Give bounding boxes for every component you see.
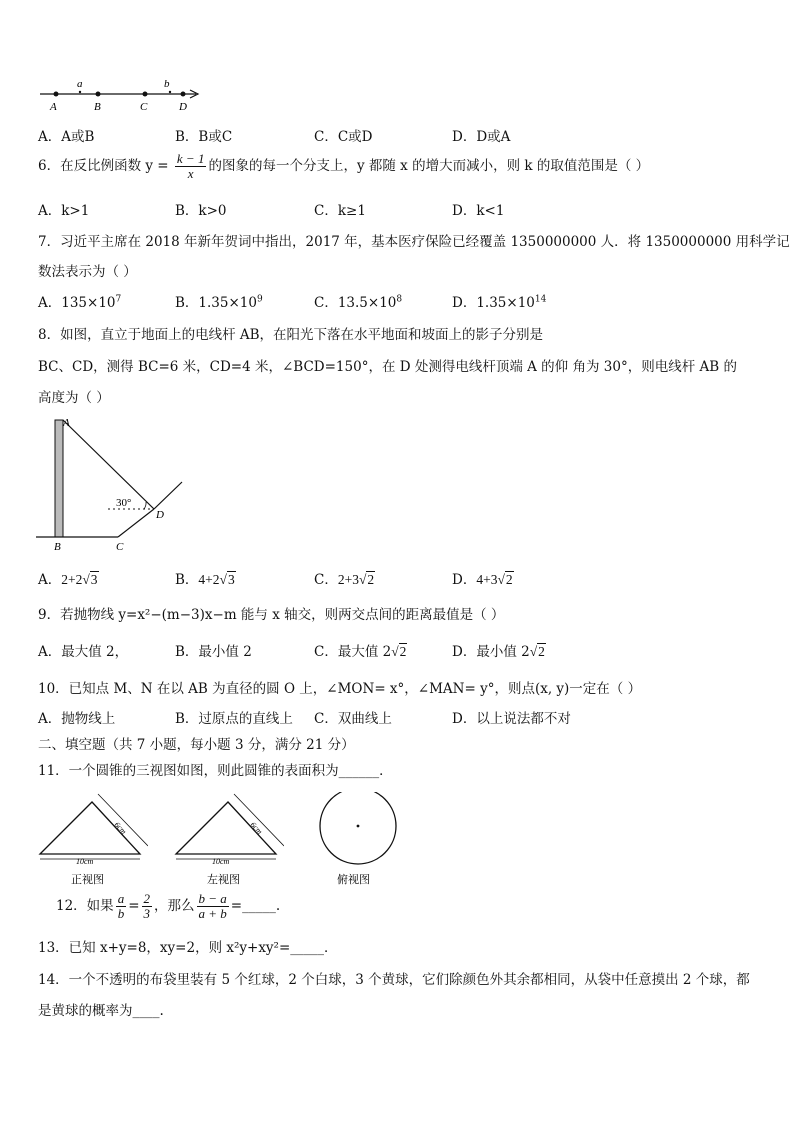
q8-option-d[interactable]: D．4+3√2	[452, 572, 513, 588]
front-view-figure	[36, 790, 148, 890]
point-d	[181, 92, 186, 97]
number-line-figure	[36, 78, 206, 114]
q7-option-a[interactable]: A．$135\times 10^7$	[38, 294, 122, 311]
q11-question: 11．一个圆锥的三视图如图，则此圆锥的表面积为______．	[38, 763, 393, 779]
q8-line1: 8．如图，直立于地面上的电线杆 AB，在阳光下落在水平地面和坡面上的影子分别是	[38, 327, 544, 343]
q9-option-a[interactable]: A．最大值 2，	[38, 644, 129, 660]
q10-option-d[interactable]: D．以上说法都不对	[452, 711, 571, 727]
q10-option-a[interactable]: A．抛物线上	[38, 711, 116, 727]
q8-option-a[interactable]: A．2+2√3	[38, 572, 98, 588]
top-view-figure	[315, 792, 405, 890]
side-view-base-label: 10cm	[212, 857, 230, 866]
q8-option-b[interactable]: B．4+2√3	[175, 572, 235, 588]
q14-line1: 14．一个不透明的布袋里装有 5 个红球，2 个白球，3 个黄球，它们除颜色外其余都相同，从袋中任意摸出 2 个球，都	[38, 972, 750, 988]
label-D: D	[156, 509, 164, 521]
label-A: A	[63, 417, 70, 429]
q8-line2: BC、CD，测得 BC=6 米，CD=4 米，∠BCD=150°，在 D 处测得电线杆顶端 A 的仰 角为 30°，则电线杆 AB 的	[38, 359, 737, 375]
q6-fraction: $\frac{k - 1}{x}$	[176, 151, 205, 181]
angle-label: 30°	[116, 497, 132, 509]
q6-question: 6．在反比例函数 y = $\frac{k - 1}{x}$ 的图象的每一个分支上，y 都随 x 的增大而减小，则 k 的取值范围是（ ）	[38, 151, 650, 181]
label-D: D	[179, 101, 187, 113]
q10-question: 10．已知点 M、N 在以 AB 为直径的圆 O 上，∠MON= x°，∠MAN= y°，则点(x, y)一定在（ ）	[38, 681, 642, 697]
side-view-figure	[172, 790, 284, 890]
q6-option-d[interactable]: D．k<1	[452, 203, 505, 219]
q14-line2: 是黄球的概率为____.	[38, 1003, 164, 1019]
label-B: B	[94, 101, 101, 113]
label-a-lower: a	[77, 78, 83, 90]
q13-question: 13．已知 x+y=8，xy=2，则 x²y+xy²=_____．	[38, 940, 338, 956]
q7-option-b[interactable]: B．$1.35\times 10^9$	[175, 294, 263, 311]
q8-option-c[interactable]: C．2+3√2	[314, 572, 375, 588]
q7-line2: 数法表示为（ ）	[38, 264, 137, 280]
q5-option-c[interactable]: C．C或D	[314, 129, 373, 145]
q6-option-b[interactable]: B．k>0	[175, 203, 227, 219]
point-b	[96, 92, 101, 97]
q6-option-a[interactable]: A．k>1	[38, 203, 90, 219]
q9-option-b[interactable]: B．最小值 2	[175, 644, 252, 660]
point-a	[54, 92, 59, 97]
side-view-side-label: 6cm	[248, 820, 265, 837]
label-b-lower: b	[164, 78, 170, 90]
q9-option-c[interactable]: C．最大值 2√2	[314, 644, 407, 660]
front-view-base-label: 10cm	[76, 857, 94, 866]
q10-option-b[interactable]: B．过原点的直线上	[175, 711, 293, 727]
label-B: B	[54, 541, 61, 553]
q9-option-d[interactable]: D．最小值 2√2	[452, 644, 545, 660]
top-view-caption: 俯视图	[337, 874, 370, 886]
front-view-side-label: 6cm	[112, 820, 129, 837]
q10-option-c[interactable]: C．双曲线上	[314, 711, 392, 727]
q12-question: 12．如果 $\frac{a}{b}$ = $\frac{2}{3}$ ，那么 $\frac{b - a}{a + b}$ =_____.	[56, 891, 281, 921]
q7-option-c[interactable]: C．$13.5\times 10^8$	[314, 294, 403, 311]
point-c	[143, 92, 148, 97]
side-view-caption: 左视图	[207, 874, 240, 886]
label-C: C	[116, 541, 124, 553]
q8-line3: 高度为（ ）	[38, 390, 110, 406]
pole-ab	[55, 420, 63, 537]
q6-option-c[interactable]: C．k≥1	[314, 203, 366, 219]
section-title-fill-in: 二、填空题（共 7 小题，每小题 3 分，满分 21 分）	[38, 737, 355, 753]
label-C: C	[140, 101, 148, 113]
q5-option-b[interactable]: B．B或C	[175, 129, 233, 145]
label-A: A	[50, 101, 57, 113]
q5-option-a[interactable]: A．A或B	[38, 129, 95, 145]
front-view-caption: 正视图	[71, 874, 104, 886]
q7-option-d[interactable]: D．$1.35\times 10^{14}$	[452, 294, 547, 311]
pole-shadow-figure	[36, 412, 196, 554]
q5-option-d[interactable]: D．D或A	[452, 129, 511, 145]
q7-line1: 7．习近平主席在 2018 年新年贺词中指出，2017 年，基本医疗保险已经覆盖 1350000000 人．将 1350000000 用科学记	[38, 234, 790, 250]
q9-question: 9．若抛物线 y=x²−(m−3)x−m 能与 x 轴交，则两交点间的距离最值是（ ）	[38, 607, 505, 623]
